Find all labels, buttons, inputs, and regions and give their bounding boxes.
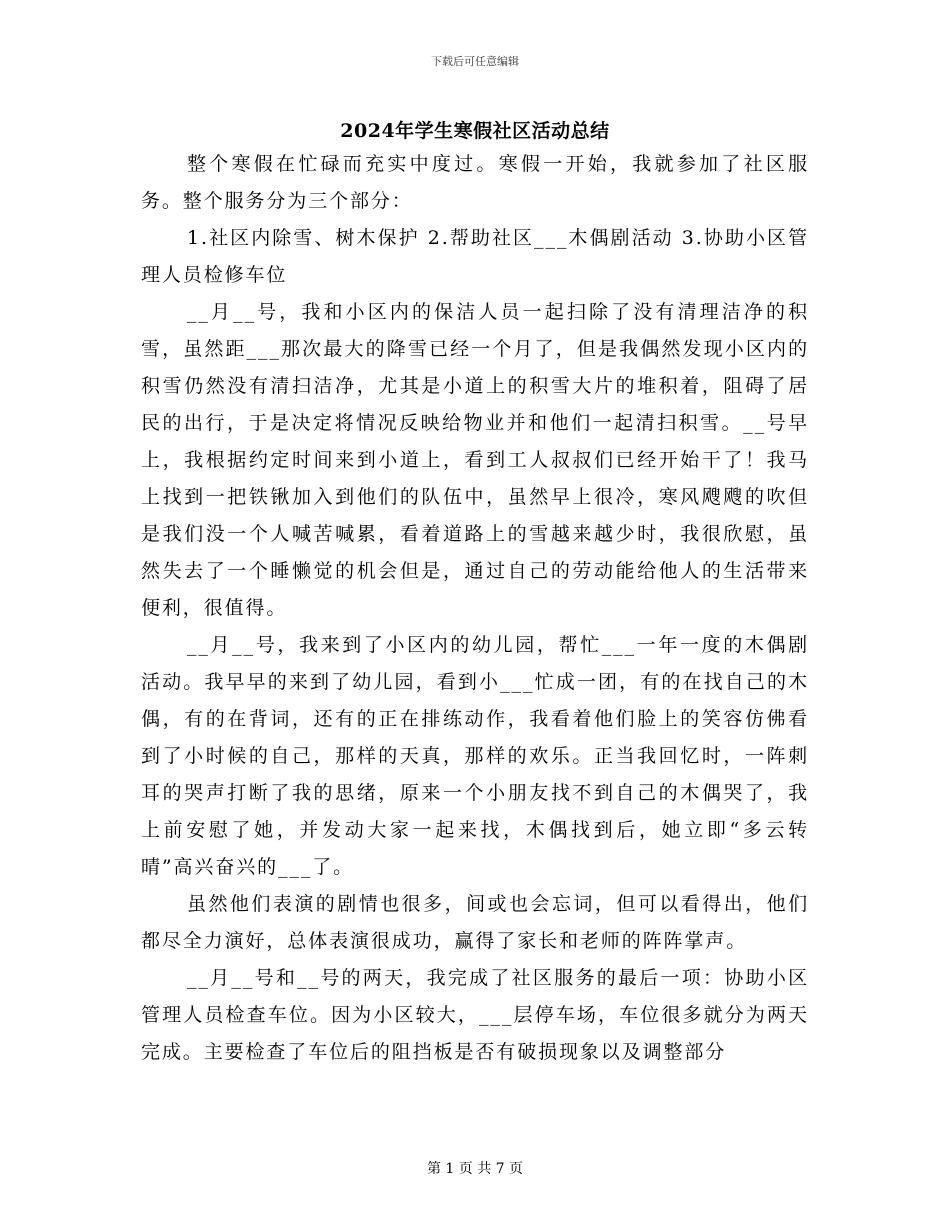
document-title: 2024年学生寒假社区活动总结 [340, 120, 610, 142]
paragraph-service-list: 1.社区内除雪、树木保护 2.帮助社区___木偶剧活动 3.协助小区管理人员检修车位 [141, 227, 809, 286]
paragraph-puppet-show: __月__号，我来到了小区内的幼儿园，帮忙___一年一度的木偶剧活动。我早早的来到了幼儿园，看到小___忙成一团，有的在找自己的木偶，有的在背词，还有的正在排练动作，我看着他们脸上的笑容仿佛看到了小时候的自己，那样的天真，那样的欢乐。正当我回忆时，一阵刺耳的哭声打断了我的思绪，原来一个小朋友找不到自己的木偶哭了，我上前安慰了她，并发动大家一起来找，木偶找到后，她立即“多云转晴”高兴奋兴的___了。 [141, 634, 809, 878]
paragraph-snow-clearing: __月__号，我和小区内的保洁人员一起扫除了没有清理洁净的积雪，虽然距___那次最大的降雪已经一个月了，但是我偶然发现小区内的积雪仍然没有清扫洁净，尤其是小道上的积雪大片的堆积着，阻碍了居民的出行，于是决定将情况反映给物业并和他们一起清扫积雪。__号早上，我根据约定时间来到小道上，看到工人叔叔们已经开始干了！我马上找到一把铁锹加入到他们的队伍中，虽然早上很冷，寒风飕飕的吹但是我们没一个人喊苦喊累，看着道路上的雪越来越少时，我很欣慰，虽然失去了一个睡懒觉的机会但是，通过自己的劳动能给他人的生活带来便利，很值得。 [141, 301, 809, 619]
document-body [141, 146, 809, 1071]
paragraph-performance: 虽然他们表演的剧情也很多，间或也会忘词，但可以看得出，他们都尽全力演好，总体表演很成功，赢得了家长和老师的阵阵掌声。 [141, 893, 809, 952]
paragraph-intro: 整个寒假在忙碌而充实中度过。寒假一开始，我就参加了社区服务。整个服务分为三个部分： [141, 153, 809, 212]
page-number-footer: 第 1 页 共 7 页 [426, 1161, 524, 1177]
page-header: 下载后可任意编辑 [431, 55, 519, 68]
paragraph-parking-check: __月__号和__号的两天，我完成了社区服务的最后一项：协助小区管理人员检查车位。因为小区较大，___层停车场，车位很多就分为两天完成。主要检查了车位后的阻挡板是否有破损现象以及调整部分 [141, 967, 809, 1063]
